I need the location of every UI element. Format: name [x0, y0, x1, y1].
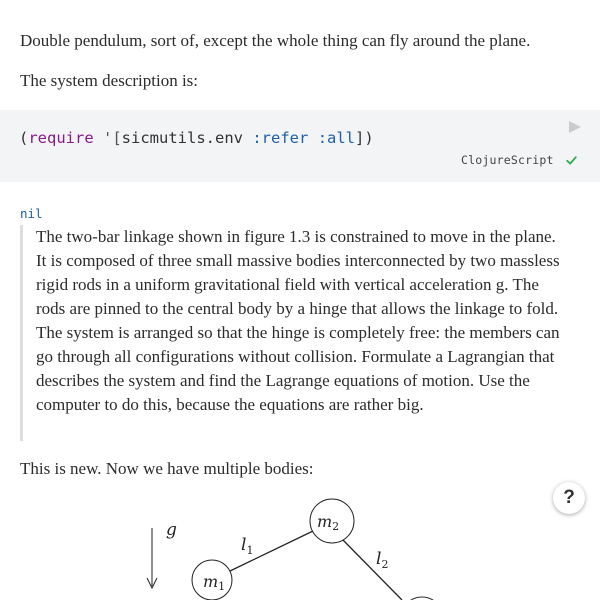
code-space: [243, 129, 252, 147]
blockquote-text: The two-bar linkage shown in figure 1.3 is constrained to move in the plane. It is composed of three small massive bodies interconnected by two massless rigid rods in a uniform gravitational field with vertical acceleration g. The rods are pinned to the central body by a hinge that allows the linkage to fold. The system is arranged so that the hinge is completely free: the members can go through all configurations without collision. Formulate a Lagrangian that describes the system and find the Lagrange equations of motion. Use the computer to do this, because the equations are rather big.: [36, 227, 560, 414]
code-quote-bracket: '[: [93, 129, 122, 147]
language-label: ClojureScript: [461, 153, 554, 167]
code-refer-keyword: :refer: [252, 129, 309, 147]
code-editor[interactable]: [19, 128, 374, 148]
code-open-paren: (: [19, 129, 29, 147]
code-close-bracket: ]): [355, 129, 374, 147]
code-require-fn: require: [28, 129, 94, 147]
result-value: nil: [20, 206, 43, 221]
intro-paragraph: Double pendulum, sort of, except the whole thing can fly around the plane.: [20, 31, 531, 50]
multiple-bodies-paragraph: This is new. Now we have multiple bodies:: [20, 459, 314, 478]
code-cell[interactable]: [0, 110, 600, 182]
linkage-figure: [0, 480, 600, 600]
system-description-label: The system description is:: [20, 71, 199, 90]
code-space-2: [308, 129, 317, 147]
rod2-label: $l_2$: [376, 549, 389, 571]
help-button[interactable]: ?: [553, 482, 585, 514]
check-icon: [566, 155, 577, 166]
code-namespace: sicmutils.env: [121, 129, 243, 147]
rod-2: [342, 539, 402, 600]
blockquote: [20, 225, 563, 441]
play-icon[interactable]: [569, 121, 581, 133]
code-all-keyword: :all: [317, 129, 356, 147]
gravity-label: g: [166, 520, 177, 540]
mass-2-label: m2: [317, 512, 340, 533]
mass-1-label: m1: [203, 572, 226, 593]
rod1-label: $l_1$: [241, 535, 254, 557]
